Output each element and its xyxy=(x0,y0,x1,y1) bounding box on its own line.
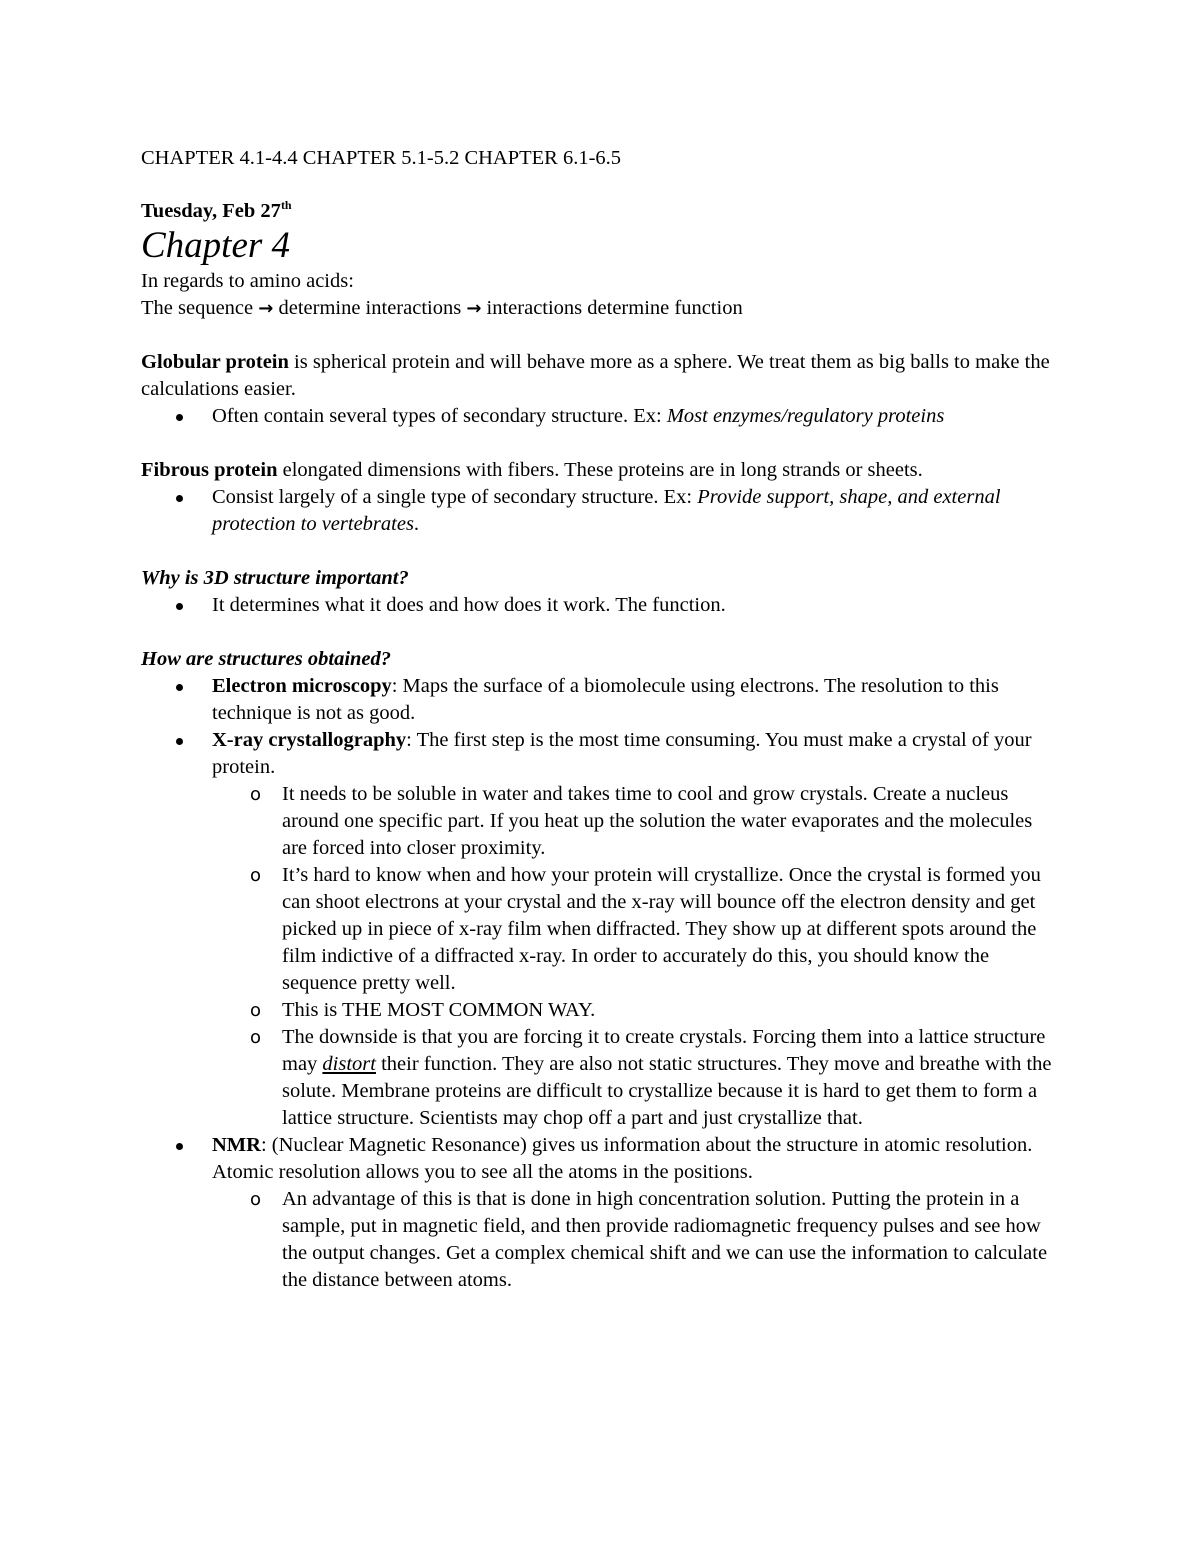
fibrous-bullet-italic: Provide support, shape, and external protection to vertebrates xyxy=(212,486,1001,535)
why-3d-answer: It determines what it does and how does it work. The function. xyxy=(212,594,726,616)
sequence-line xyxy=(141,295,1061,322)
nmr-sub-1: An advantage of this is that is done in high concentration solution. Putting the protein in a sample, put in magnetic field, and then provide radiomagnetic frequency pulses and see how the output changes. Get a complex chemical shift and we can use the information to calculate the distance between atoms. xyxy=(282,1188,1048,1291)
right-arrow-icon: → xyxy=(466,298,482,319)
why-3d-list xyxy=(141,592,1061,619)
xray-sub-4b: their function. They are also not static structures. They move and breathe with the solute. Membrane proteins are difficult to crystallize because it is hard to get them to form a lattice structure. Scientists may chop off a part and just crystallize that. xyxy=(282,1053,1052,1129)
sequence-text-c: interactions determine function xyxy=(481,297,743,319)
chapter-title: Chapter 4 xyxy=(141,225,291,266)
xray-text: : The first step is the most time consuming. You must make a crystal of your protein. xyxy=(212,729,1032,778)
circle-bullet-icon: o xyxy=(250,1027,262,1048)
circle-bullet-icon: o xyxy=(250,784,262,805)
globular-bullet-text: Often contain several types of secondary structure. Ex: xyxy=(212,405,667,427)
fibrous-bullet-end: . xyxy=(413,513,420,535)
electron-microscopy-text: : Maps the surface of a biomolecule using electrons. The resolution to this technique is not as good. xyxy=(212,675,999,724)
sub-list-item xyxy=(212,997,1061,1024)
circle-bullet-icon: o xyxy=(250,865,262,886)
sub-list-item xyxy=(212,1024,1061,1132)
how-obtained-question: How are structures obtained? xyxy=(141,648,392,670)
bullet-icon xyxy=(176,738,183,745)
circle-bullet-icon: o xyxy=(250,1000,262,1021)
bullet-icon xyxy=(176,414,183,421)
globular-list xyxy=(141,403,1061,430)
chapter-range-header: CHAPTER 4.1-4.4 CHAPTER 5.1-5.2 CHAPTER 6.1-6.5 xyxy=(141,147,622,169)
list-item xyxy=(141,673,1061,727)
xray-sub-4a: The downside is that you are forcing it to create crystals. Forcing them into a lattice structure may xyxy=(282,1026,1046,1075)
sequence-text-b: determine interactions xyxy=(273,297,467,319)
fibrous-term: Fibrous protein xyxy=(141,459,278,481)
bullet-icon xyxy=(176,495,183,502)
document-content xyxy=(141,145,1061,1294)
globular-term: Globular protein xyxy=(141,351,289,373)
list-item xyxy=(141,484,1061,538)
circle-bullet-icon: o xyxy=(250,1189,262,1210)
date-suffix: th xyxy=(280,198,292,213)
fibrous-paragraph xyxy=(141,457,1061,484)
fibrous-text: elongated dimensions with fibers. These proteins are in long strands or sheets. xyxy=(277,459,923,481)
xray-sublist xyxy=(212,781,1061,1132)
date-text: Tuesday, Feb 27 xyxy=(141,200,281,222)
methods-list xyxy=(141,673,1061,1294)
why-3d-question: Why is 3D structure important? xyxy=(141,567,409,589)
intro-line: In regards to amino acids: xyxy=(141,270,354,292)
bullet-icon xyxy=(176,684,183,691)
bullet-icon xyxy=(176,603,183,610)
nmr-term: NMR xyxy=(212,1134,261,1156)
globular-paragraph xyxy=(141,349,1061,403)
list-item xyxy=(141,592,1061,619)
list-item xyxy=(141,1132,1061,1294)
sub-list-item xyxy=(212,862,1061,997)
fibrous-bullet-text: Consist largely of a single type of secondary structure. Ex: xyxy=(212,486,698,508)
xray-sub-4-italic: distort xyxy=(322,1053,376,1075)
sequence-text-a: The sequence xyxy=(141,297,259,319)
list-item xyxy=(141,403,1061,430)
xray-sub-1: It needs to be soluble in water and takes time to cool and grow crystals. Create a nucleus around one specific part. If you heat up the solution the water evaporates and the molecules are forced into closer proximity. xyxy=(282,783,1033,859)
electron-microscopy-term: Electron microscopy xyxy=(212,675,392,697)
globular-text: is spherical protein and will behave more as a sphere. We treat them as big balls to make the calculations easier. xyxy=(141,351,1050,400)
lecture-date xyxy=(141,198,1061,225)
xray-sub-2: It’s hard to know when and how your protein will crystallize. Once the crystal is formed you can shoot electrons at your crystal and the x-ray will bounce off the electron density and get picked up in piece of x-ray film when diffracted. They show up at different spots around the film indictive of a diffracted x-ray. In order to accurately do this, you should know the sequence pretty well. xyxy=(282,864,1041,994)
nmr-text: : (Nuclear Magnetic Resonance) gives us information about the structure in atomic resolution. Atomic resolution allows you to see all the atoms in the positions. xyxy=(212,1134,1033,1183)
nmr-sublist xyxy=(212,1186,1061,1294)
xray-sub-3: This is THE MOST COMMON WAY. xyxy=(282,999,596,1021)
fibrous-list xyxy=(141,484,1061,538)
xray-term: X-ray crystallography xyxy=(212,729,407,751)
list-item xyxy=(141,727,1061,1132)
sub-list-item xyxy=(212,781,1061,862)
globular-bullet-italic: Most enzymes/regulatory proteins xyxy=(666,405,945,427)
sub-list-item xyxy=(212,1186,1061,1294)
bullet-icon xyxy=(176,1143,183,1150)
right-arrow-icon: → xyxy=(258,298,274,319)
